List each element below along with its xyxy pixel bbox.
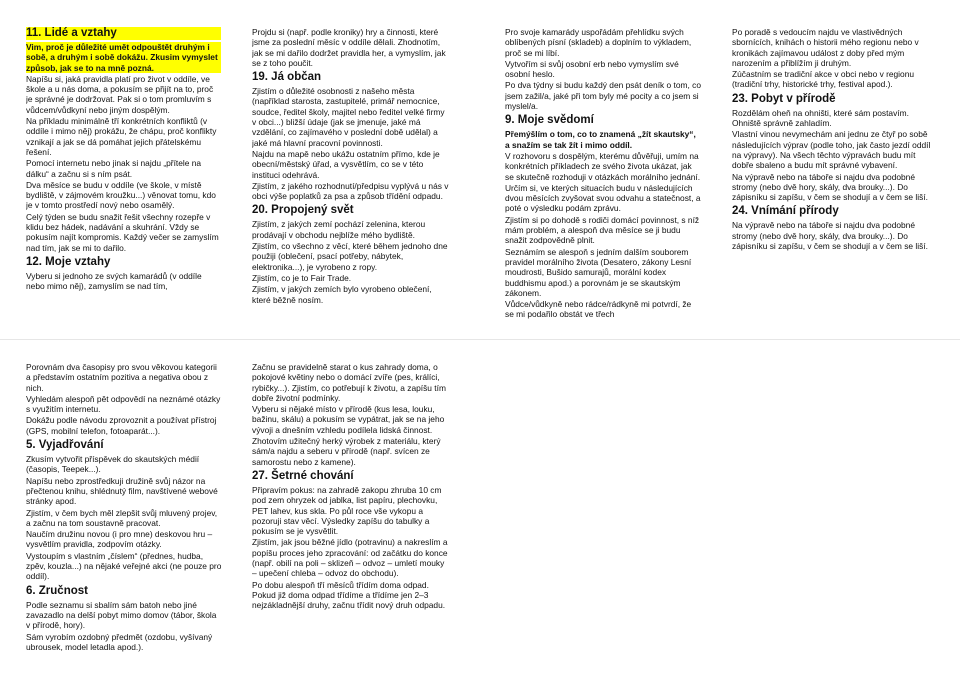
paragraph: Projdu si (např. podle kroniky) hry a činnosti, které jsme za poslední měsíc v oddíle dělali. Zhodnotím, jak se mi dařilo dodržet pravidla her, a vymyslím, jak se z toho poučit. [252,27,446,68]
section-heading: 5. Vyjadřování [26,439,104,452]
paragraph: Zjistím, z jakých zemí pochází zelenina, kterou prodávají v obchodu nejblíže mého bydliště. [252,219,426,240]
section-heading: 19. Já občan [252,71,322,84]
paragraph: Podle seznamu si sbalím sám batoh nebo jiné zavazadlo na delší pobyt mimo domov (tábor, škola v přírodě, hory). [26,599,217,631]
bottom-column-2 [252,362,450,662]
section-heading: 20. Propojený svět [252,204,354,217]
paragraph: Přemýšlím o tom, co to znamená „žít skautsky“, a snažím se tak žít i mimo oddíl. [505,129,696,150]
paragraph: Najdu na mapě nebo ukážu ostatním přímo, kde je obecní/městský úřad, a vysvětlím, co se v této instituci odehrává. [252,148,440,180]
paragraph: Zhotovím užitečný herký výrobek z materiálu, který sám/a najdu a seberu v přírodě (např. svícen ze samorostu nebo z kamene). [252,436,441,467]
paragraph: Sám vyrobím ozdobný předmět (ozdobu, vyšívaný ubrousek, model letadla apod.). [26,631,213,652]
paragraph: Celý týden se budu snažit řešit všechny rozepře v klidu bez hádek, nadávání a skuhrání. Vždy se pokusím najít kompromis. Každý večer se zamyslím nad tím, jak se mi to dařilo. [26,211,219,253]
paragraph: Zjistím, co všechno z věcí, které během jednoho dne použiji (oblečení, psací potřeby, nábytek, elektronika...), je vyrobeno z ropy. [252,241,448,272]
paragraph: Zjistím o důležité osobnosti z našeho města (například starosta, zastupitelé, primář nemocnice, soudce, ředitel školy, majitel nebo ředitel velké firmy v obci...) bližší údaje (jak se jmenuje, jaké má vzdělání, co zajímavého v poslední době udělal) a jaké má hlavní pracovní povinnosti. [252,86,445,148]
paragraph: Vlastní vinou nevymechám ani jednu ze čtyř po sobě následujících výprav (podle toho, jak často jezdí oddíl na výpravy). Na všech těchto výpravách budu mít dobře sbaleno a budu mít správné vybavení. [732,129,931,171]
paragraph: Vyberu si nějaké místo v přírodě (kus lesa, louku, bažinu, skálu) a pokusím se vypátrat, jak se na jeho vývoji a dnešním vzhledu podílela lidská činnost. [252,404,445,435]
paragraph: Dokážu podle návodu zprovoznit a používat přístroj (GPS, mobilní telefon, fotoaparát...). [26,415,217,436]
section-content [505,27,701,320]
paragraph: Zjistím, v jakých zemích bylo vyrobeno oblečení, které běžně nosím. [252,284,432,305]
section-heading: 12. Moje vztahy [26,255,111,268]
paragraph: Na výpravě nebo na táboře si najdu dva podobné stromy (nebo dvě hory, skály, dva brouky...). Do zápisníku si zapíšu, v čem se shodují a v čem se liší. [732,171,928,203]
paragraph: Zúčastním se tradiční akce v obci nebo v regionu (tradiční trhy, historické trhy, festival apod.). [732,69,915,90]
paragraph: Pro svoje kamarády uspořádám přehlídku svých oblíbených písní (skladeb) a doplním to výkladem, proč se mi líbí. [505,27,692,58]
paragraph: Zjistím, v čem bych měl zlepšit svůj mluvený projev, a začnu na tom soustavně pracovat. [26,507,218,528]
section-content [26,27,221,292]
paragraph: Rozdělám oheň na ohništi, které sám postavím. Ohniště správně zahladím. [732,107,909,129]
paragraph: Po dva týdny si budu každý den psát deník o tom, co jsem zažil/a, jaké při tom byly mé pocity a co jsem si myslel/a. [505,80,701,112]
paragraph: Zjistím, z jakého rozhodnutí/předpisu vyplývá u nás v obci výše poplatků za psa a způsob třídění odpadu. [252,180,449,202]
paragraph: Zjistím si po dohodě s rodiči domácí povinnost, s níž mám problém, a alespoň dva měsíce se ji budu snažit zodpovědně plnit. [505,214,700,246]
section-heading: 24. Vnímání přírody [732,205,839,218]
section-content [26,362,222,652]
paragraph: Zjistím, co je to Fair Trade. [252,272,352,283]
paragraph: Vyhledám alespoň pět odpovědí na neznámé otázky s využitím internetu. [26,393,221,415]
section-heading: 23. Pobyt v přírodě [732,92,836,105]
paragraph: Naučím družinu novou (i pro mne) deskovou hru – vysvětlím pravidla, zodpovím otázky. [26,529,213,550]
bottom-column-1 [26,362,222,662]
paragraph: Vystoupím s vlastním „číslem“ (přednes, hudba, zpěv, kouzla...) na nějaké veřejné akci (ne pouze pro oddíl). [26,550,222,582]
section-content [732,27,932,251]
paragraph: Na výpravě nebo na táboře si najdu dva podobné stromy (nebo dvě hory, skály, dva brouky...). Do zápisníku si zapíšu, v čem se shodují a v čem se liší. [732,220,928,252]
paragraph: Pomocí internetu nebo jinak si najdu „přítele na dálku“ a začnu si s ním psát. [26,158,202,179]
top-column-2 [252,27,450,327]
paragraph: Napíšu nebo zprostředkuji družině svůj názor na přečtenou knihu, shlédnutý film, navštívené webové stránky apod. [26,475,218,507]
paragraph: Po poradě s vedoucím najdu ve vlastivědných sbornících, knihách o historii mého regionu nebo v kronikách zajímavou událost z doby před mým narozením a přiblížím ji druhým. [732,27,919,68]
section-content [252,27,450,305]
paragraph: Zkusím vytvořit příspěvek do skautských médií (časopis, Teepek...). [26,454,200,475]
top-column-3 [505,27,701,327]
paragraph: Připravím pokus: na zahradě zakopu zhruba 10 cm pod zem ohryzek od jablka, list papíru, plechovku, PET lahev, kus skla. Po půl roce vše vykopu a pozoruji stav věcí. Výsledky zapíšu do tabulky a pokusím se je vysvětlit. [252,484,442,537]
paragraph: Na příkladu minimálně tří konkrétních konfliktů (v oddíle i mimo něj) prokážu, že chápu, proč konflikty vznikají a jak se dá pomáhat jejich přátelskému řešení. [26,116,217,157]
paragraph: Po dobu alespoň tří měsíců třídím doma odpad. Pokud již doma odpad třídíme a třídíme jen 2–3 nejzákladnější druhy, začnu třídit nový druh odpadu. [252,579,446,611]
section-heading: 6. Zručnost [26,584,88,597]
section-heading: 9. Moje svědomí [505,114,594,127]
section-heading: 27. Šetrné chování [252,469,354,482]
paragraph: Začnu se pravidelně starat o kus zahrady doma, o pokojové květiny nebo o domácí zvíře (pes, králíci, rybičky...). Zjistím, co potřebují k životu, a zapíšu tím dobře životní podmínky. [252,362,446,403]
paragraph: Vim, proč je důležité umět odpouštět druhým i sobě, a druhým i sobě dokážu. Zkusim vymyslet způsob, jak se to na mně pozná. [26,42,221,73]
paragraph: Vytvořím si svůj osobní erb nebo vymyslím své osobní heslo. [505,58,679,80]
section-content [252,362,450,611]
paragraph: Zjistím, jak jsou běžné jídlo (potravinu) a nakreslím a popíšu proces jeho zpracování: od začátku do konce (např. obilí na poli – sklizeň – odvoz – umletí mouky – upečení chleba – odvoz do obchodu). [252,537,448,579]
paragraph: Určím si, ve kterých situacích budu v následujících dvou měsících zvyšovat svou odvahu a statečnost, a poté o výsledku podám zprávu. [505,182,701,214]
top-column-1 [26,27,221,327]
paragraph: Vyberu si jednoho ze svých kamarádů (v oddíle nebo mimo něj), zamyslím se nad tím, [26,270,202,292]
paragraph: Seznámím se alespoň s jedním dalším souborem pravidel morálního života (Desatero, zákony Lesní moudrosti, Bušido samurajů, morální kodex buddhismu apod.) a porovnám je se skautským zákonem. [505,246,692,298]
top-column-4 [732,27,932,327]
paragraph: V rozhovoru s dospělým, kterému důvěřuji, umím na konkrétních příkladech ze svého života ukázat, jak se skutečně rozhoduji v otázkách morálního jednání. [505,150,701,182]
paragraph: Vůdce/vůdkyně nebo rádce/rádkyně mi potvrdí, že se mi podařilo obstát ve třech [505,299,692,320]
paragraph: Napíšu si, jaká pravidla platí pro život v oddíle, ve škole a u nás doma, a pokusím se přijít na to, proč je správné je dodržovat. Pak si o tom promluvím s vůdcem/vůdkyní nebo jiným dospělým. [26,73,214,115]
paragraph: Dva měsíce se budu v oddíle (ve škole, v místě bydliště, v zájmovém kroužku...) věnovat tomu, kdo je v tomto prostředí nový nebo osamělý. [26,179,216,211]
page-divider [0,339,960,340]
section-heading: 11. Lidé a vztahy [26,27,221,40]
paragraph: Porovnám dva časopisy pro svou věkovou kategorii a představím ostatním pozitiva a negativa obou z nich. [26,362,217,393]
